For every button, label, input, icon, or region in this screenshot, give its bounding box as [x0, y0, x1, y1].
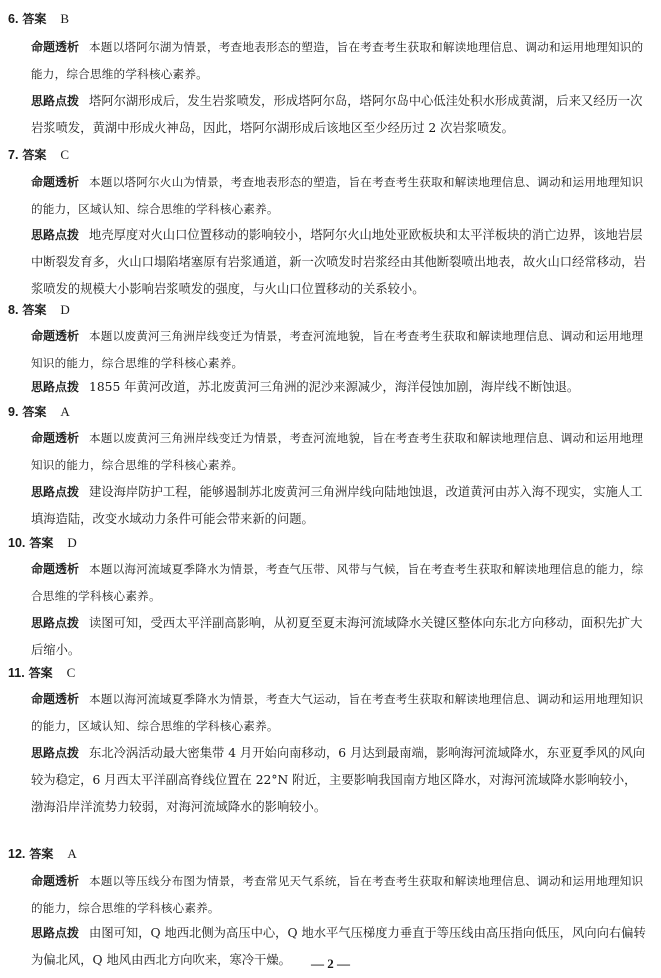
question-number: 9. [8, 405, 19, 419]
analysis-label: 命题透析 [31, 329, 80, 343]
answer-letter: B [60, 11, 70, 26]
analysis-text: 本题以海河流域夏季降水为情景，考查大气运动，旨在考查考生获取和解读地理信息、调动和运用地理知识的能力，区域认知、综合思维的学科核心素养。 [31, 692, 644, 733]
hint-row [31, 374, 646, 401]
answer-label: 答案 [28, 666, 53, 680]
answer-letter: A [60, 404, 70, 419]
hint-row [31, 610, 646, 664]
question-number: 11. [8, 666, 25, 680]
hint-text: 塔阿尔湖形成后，发生岩浆喷发，形成塔阿尔岛，塔阿尔岛中心低洼处积水形成黄湖，后来又经历一次岩浆喷发，黄湖中形成火神岛，因此，塔阿尔湖形成后该地区至少经历过 2 次岩浆喷发。 [31, 94, 643, 135]
question-number: 8. [8, 303, 19, 317]
analysis-label: 命题透析 [31, 175, 80, 189]
answer-letter: C [66, 665, 76, 680]
hint-label: 思路点拨 [31, 485, 80, 499]
hint-text: 建设海岸防护工程，能够遏制苏北废黄河三角洲岸线向陆地蚀退，改道黄河由苏入海不现实，实施人工填海造陆，改变水域动力条件可能会带来新的问题。 [31, 485, 643, 526]
answer-label: 答案 [22, 148, 47, 162]
analysis-row [31, 556, 646, 610]
hint-label: 思路点拨 [31, 926, 80, 940]
hint-row [31, 88, 646, 142]
hint-text: 1855 年黄河改道，苏北废黄河三角洲的泥沙来源减少，海洋侵蚀加剧，海岸线不断蚀退。 [89, 380, 580, 394]
answer-letter: C [60, 147, 70, 162]
question-number: 10. [8, 536, 26, 550]
answer-label: 答案 [29, 847, 54, 861]
answer-letter: D [67, 535, 77, 550]
hint-text: 读图可知，受西太平洋副高影响，从初夏至夏末海河流域降水关键区整体向东北方向移动，面积先扩大后缩小。 [31, 616, 643, 657]
analysis-row [31, 425, 646, 479]
question-number: 7. [8, 148, 19, 162]
analysis-text: 本题以等压线分布图为情景，考查常见天气系统，旨在考查考生获取和解读地理信息、调动和运用地理知识的能力，综合思维的学科核心素养。 [31, 874, 644, 915]
hint-row [31, 740, 646, 821]
analysis-row [31, 686, 646, 740]
answer-line [8, 145, 69, 165]
analysis-row [31, 868, 646, 922]
hint-label: 思路点拨 [31, 616, 80, 630]
answer-line [8, 663, 75, 683]
answer-label: 答案 [22, 405, 47, 419]
page-number: — 2 — [311, 956, 350, 971]
hint-label: 思路点拨 [31, 746, 80, 760]
answer-label: 答案 [29, 536, 54, 550]
hint-text: 地壳厚度对火山口位置移动的影响较小，塔阿尔火山地处亚欧板块和太平洋板块的消亡边界，该地岩层中断裂发育多，火山口塌陷堵塞原有岩浆通道，新一次喷发时岩浆经由其他断裂喷出地表，故火山口经常移动，岩浆喷发的规模大小影响岩浆喷发的强度，与火山口位置移动的关系较小。 [31, 228, 646, 296]
hint-label: 思路点拨 [31, 94, 80, 108]
analysis-text: 本题以塔阿尔湖为情景，考查地表形态的塑造，旨在考查考生获取和解读地理信息、调动和运用地理知识的能力，综合思维的学科核心素养。 [31, 40, 644, 81]
analysis-row [31, 169, 646, 223]
answer-line [8, 844, 77, 864]
hint-label: 思路点拨 [31, 228, 80, 242]
analysis-text: 本题以塔阿尔火山为情景，考查地表形态的塑造，旨在考查考生获取和解读地理信息、调动和运用地理知识的能力，区域认知、综合思维的学科核心素养。 [31, 175, 644, 216]
analysis-label: 命题透析 [31, 40, 80, 54]
hint-row [31, 222, 646, 303]
answer-label: 答案 [22, 12, 47, 26]
answer-line [8, 402, 70, 422]
answer-letter: A [67, 846, 77, 861]
analysis-text: 本题以海河流域夏季降水为情景，考查气压带、风带与气候，旨在考查考生获取和解读地理信息的能力，综合思维的学科核心素养。 [31, 562, 644, 603]
answer-letter: D [60, 302, 70, 317]
answer-line [8, 9, 69, 29]
hint-text: 由图可知，Q 地西北侧为高压中心，Q 地水平气压梯度力垂直于等压线由高压指向低压，风向向右偏转为偏北风，Q 地风由西北方向吹来，寒冷干燥。 [31, 926, 646, 967]
analysis-label: 命题透析 [31, 874, 80, 888]
analysis-text: 本题以废黄河三角洲岸线变迁为情景，考查河流地貌，旨在考查考生获取和解读地理信息、调动和运用地理知识的能力，综合思维的学科核心素养。 [31, 329, 644, 370]
answer-line [8, 533, 77, 553]
analysis-label: 命题透析 [31, 692, 80, 706]
answer-line [8, 300, 70, 320]
hint-text: 东北冷涡活动最大密集带 4 月开始向南移动，6 月达到最南端，影响海河流域降水，东亚夏季风的风向较为稳定，6 月西太平洋副高脊线位置在 22°N 附近，主要影响我国南方地区降水，对海河流域降水影响较小，渤海沿岸洋流势力较弱，对海河流域降水的影响较小。 [31, 746, 646, 814]
question-number: 12. [8, 847, 26, 861]
analysis-text: 本题以废黄河三角洲岸线变迁为情景，考查河流地貌，旨在考查考生获取和解读地理信息、调动和运用地理知识的能力，综合思维的学科核心素养。 [31, 431, 644, 472]
answer-label: 答案 [22, 303, 47, 317]
hint-row [31, 479, 646, 533]
hint-label: 思路点拨 [31, 380, 80, 394]
analysis-label: 命题透析 [31, 431, 80, 445]
analysis-label: 命题透析 [31, 562, 80, 576]
question-number: 6. [8, 12, 19, 26]
analysis-row [31, 34, 646, 88]
analysis-row [31, 323, 646, 377]
